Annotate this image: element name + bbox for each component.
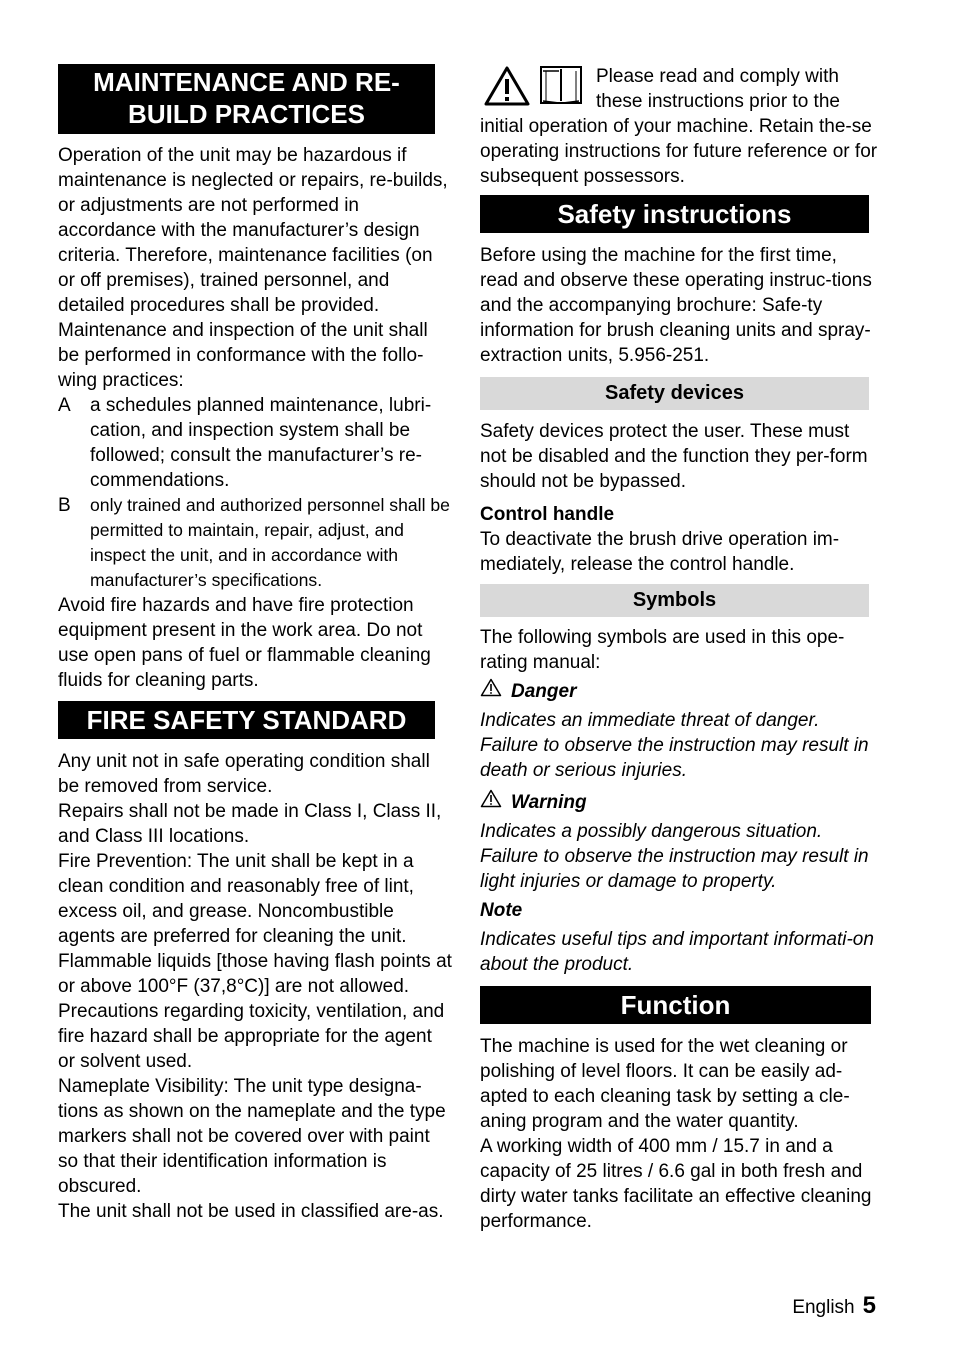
list-text: only trained and authorized personnel shall be permitted to maintain, repair, adjust, and inspect the unit, and in accordance with manufacturer’s specifications. [90,495,450,590]
maintenance-para-1: Operation of the unit may be hazardous if maintenance is neglected or repairs, re-builds, or adjustments are not performed in accordance with the manufacturer’s design criteria. Therefore, maintenance facilities (on or off premises), trained personnel, and detailed procedures shall be provided. [58,145,448,316]
safety-devices-para: Safety devices protect the user. These must not be disabled and the function they per-form should not be bypassed. [480,421,868,492]
intro-text-rest: initial operation of your machine. Retain the-se operating instructions for future reference or for subsequent possessors. [480,116,878,187]
right-column [480,64,878,1234]
list-item-a [58,393,454,493]
footer-language: English [792,1297,855,1318]
intro-text-first: Please read and comply with these instructions prior to the [596,66,840,112]
symbols-heading: Symbols [480,584,869,617]
fire-para-2: Repairs shall not be made in Class I, Class II, and Class III locations. [58,801,442,847]
warning-label: Warning [511,791,587,813]
safety-instructions-heading: Safety instructions [480,195,869,233]
list-text: a schedules planned maintenance, lubri-cation, and inspection system shall be followed; consult the manufacturer’s re-commendations. [90,395,432,491]
warning-triangle-icon [483,65,531,112]
maintenance-para-2: Maintenance and inspection of the unit shall be performed in conformance with the follo-wing practices: [58,320,428,391]
fire-safety-heading: FIRE SAFETY STANDARD [58,701,435,739]
symbols-para: The following symbols are used in this ope-rating manual: [480,627,845,673]
list-letter: A [58,395,71,416]
maintenance-para-3: Avoid fire hazards and have fire protection equipment present in the work area. Do not use open pans of fuel or flammable cleaning fluids for cleaning parts. [58,595,431,691]
fire-para-4: Nameplate Visibility: The unit type designa-tions as shown on the nameplate and the type markers shall not be covered over with paint so that their identification information is obscured. [58,1076,446,1197]
danger-label: Danger [511,680,577,702]
control-handle-label: Control handle [480,504,615,525]
control-handle-text: To deactivate the brush drive operation im-mediately, release the control handle. [480,529,840,575]
maintenance-heading: MAINTENANCE AND RE- BUILD PRACTICES [58,64,435,134]
safety-para: Before using the machine for the first time, read and observe these operating instruc-tions and the accompanying brochure: Safe-ty information for brush cleaning units and spray-extraction units, 5.956-251. [480,245,872,366]
fire-para-1: Any unit not in safe operating condition shall be removed from service. [58,751,430,797]
intro-row [480,64,878,114]
manual-book-icon [537,65,585,112]
page-number: 5 [862,1292,876,1319]
danger-text: Indicates an immediate threat of danger. Failure to observe the instruction may result in death or serious injuries. [480,710,869,781]
warning-triangle-icon [480,678,511,704]
note-label: Note [480,900,523,921]
warning-triangle-icon [480,789,511,815]
safety-devices-heading: Safety devices [480,377,869,410]
note-text: Indicates useful tips and important informati-on about the product. [480,929,874,975]
danger-heading [480,678,878,704]
intro-icons [483,65,585,112]
list-letter: B [58,495,71,516]
page-footer [792,1292,876,1320]
fire-para-3: Fire Prevention: The unit shall be kept in a clean condition and reasonably free of lint, excess oil, and grease. Noncombustible agents are preferred for cleaning the unit. Flammable liquids [those having flash points at or above 100°F (37,8°C)] are not allowed. Precautions regarding toxicity, ventilation, and fire hazard shall be appropriate for the agent or solvent used. [58,851,452,1072]
list-item-b [58,493,454,593]
fire-para-5: The unit shall not be used in classified are-as. [58,1201,444,1222]
warning-heading [480,789,878,815]
function-para-1: The machine is used for the wet cleaning or polishing of level floors. It can be easily ad-apted to each cleaning task by setting a cle-aning program and the water quantity. [480,1036,850,1132]
note-heading [480,898,878,923]
function-para-2: A working width of 400 mm / 15.7 in and a capacity of 25 litres / 6.6 gal in both fresh and dirty water tanks facilitate an effective cleaning performance. [480,1136,872,1232]
warning-text: Indicates a possibly dangerous situation. Failure to observe the instruction may result in light injuries or damage to property. [480,821,869,892]
left-column [58,64,454,1224]
function-heading: Function [480,986,871,1024]
